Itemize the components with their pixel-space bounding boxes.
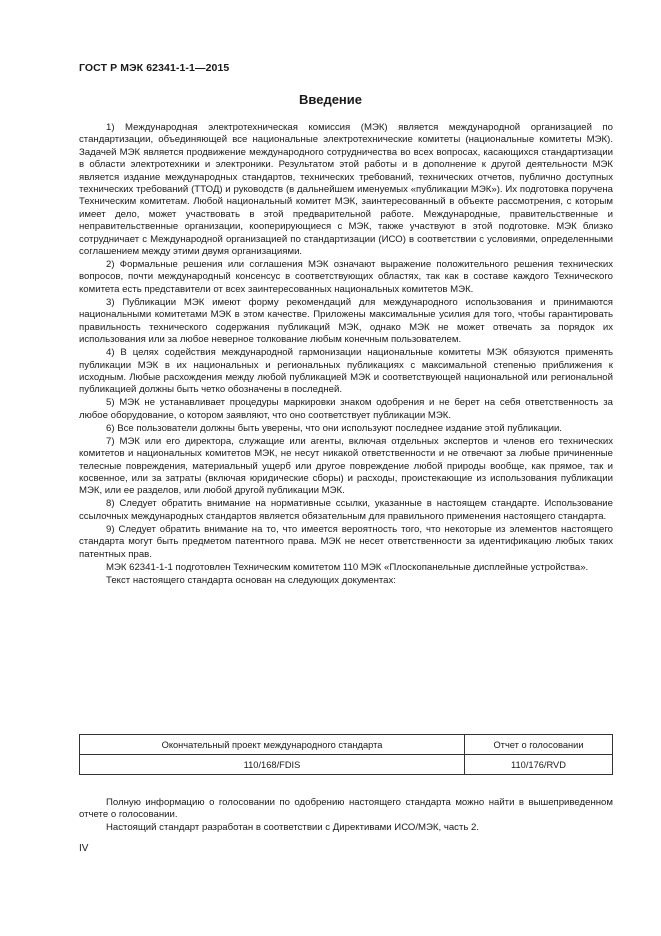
table-header-row — [80, 735, 613, 755]
paragraph-5: 5) МЭК не устанавливает процедуры маркировки знаком одобрения и не берет на себя ответственность за любое оборудование, о котором заявляют, что оно соответствует публикации МЭК. — [79, 397, 613, 421]
paragraph-6: 6) Все пользователи должны быть уверены, что они используют последнее издание этой публикации. — [106, 422, 562, 434]
table-header-cell: Окончательный проект международного стандарта — [80, 735, 465, 755]
table-cell: 110/168/FDIS — [80, 755, 465, 775]
section-title: Введение — [299, 92, 362, 107]
paragraph-committee: МЭК 62341-1-1 подготовлен Техническим комитетом 110 МЭК «Плоскопанельные дисплейные устройства». — [106, 561, 589, 573]
paragraph-8: 8) Следует обратить внимание на нормативные ссылки, указанные в настоящем стандарте. Использование ссылочных международных стандартов является обязательным для правильного применения настоящего стандарта. — [79, 498, 613, 522]
table-header-cell: Отчет о голосовании — [465, 735, 613, 755]
table-row — [80, 755, 613, 775]
documents-table — [79, 734, 613, 775]
paragraph-1: 1) Международная электротехническая комиссия (МЭК) является международной организацией по стандартизации, объединяющей все национальные электротехнические комитеты (национальные комитеты МЭК). Задачей МЭК является продвижение международного сотрудничества во всех вопросах, касающихся стандартизации в области электротехники и электроники. Результатом этой работы и в дополнение к другой деятельности МЭК является издание международных стандартов, технических требований, технических отчетов, публично доступных технических требований (ТТОД) и руководств (в дальнейшем именуемых «публикации МЭК»). Их подготовка поручена Техническим комитетам. Любой национальный комитет МЭК, заинтересованный в объекте рассмотрения, с которым имеет дело, может участвовать в этой предварительной работе. Международные, правительственные и неправительственные организации, кооперирующиеся с МЭК, также участвуют в этой подготовке. МЭК близко сотрудничает с Международной организацией по стандартизации (ИСО) в соответствии с условиями, определенными соглашением между этими двумя организациями. — [79, 122, 613, 258]
paragraph-4: 4) В целях содействия международной гармонизации национальные комитеты МЭК обязуются применять публикации МЭК в их национальных и региональных публикациях с максимальной степенью приближения к исходным. Любые расхождения между любой публикацией МЭК и соответствующей национальной или региональной публикацией должны быть четко обозначены в последней. — [79, 347, 613, 396]
paragraph-2: 2) Формальные решения или соглашения МЭК означают выражение положительного решения технических вопросов, почти международный консенсус в соответствующих областях, так как в составе каждого Технического комитета есть представители от всех заинтересованных национальных комитетов МЭК. — [79, 259, 613, 295]
page-number: IV — [79, 843, 89, 854]
paragraph-directives: Настоящий стандарт разработан в соответствии с Директивами ИСО/МЭК, часть 2. — [106, 822, 480, 834]
paragraph-voting-info: Полную информацию о голосовании по одобрению настоящего стандарта можно найти в вышеприведенном отчете о голосовании. — [79, 797, 613, 821]
document-header: ГОСТ Р МЭК 62341-1-1—2015 — [79, 62, 230, 74]
paragraph-9: 9) Следует обратить внимание на то, что имеется вероятность того, что некоторые из элементов настоящего стандарта могут быть предметом патентного права. МЭК не несет ответственности за идентификацию любых таких патентных прав. — [79, 523, 613, 560]
paragraph-3: 3) Публикации МЭК имеют форму рекомендаций для международного использования и принимаются национальными комитетами МЭК в этом качестве. Приложены максимальные усилия для того, чтобы гарантировать правильность технического содержания публикаций МЭК, однако МЭК не может отвечать за порядок их использования или за любое неверное толкование любым конечным пользователем. — [79, 296, 613, 346]
closing-text — [79, 797, 613, 835]
paragraph-based-on: Текст настоящего стандарта основан на следующих документах: — [106, 574, 396, 586]
table-cell: 110/176/RVD — [465, 755, 613, 775]
body-text — [79, 122, 613, 588]
paragraph-7: 7) МЭК или его директора, служащие или агенты, включая отдельных экспертов и членов его технических комитетов и национальных комитетов МЭК, не несут никакой ответственности и не отвечают за любые причиненные телесные повреждения, материальный ущерб или другое повреждение любой природы вообще, как прямое, так и косвенное, или за затраты (включая юридические сборы) и расходы, проистекающие из использования публикации МЭК, или ее разделов, или любой другой публикации МЭК. — [79, 435, 613, 497]
